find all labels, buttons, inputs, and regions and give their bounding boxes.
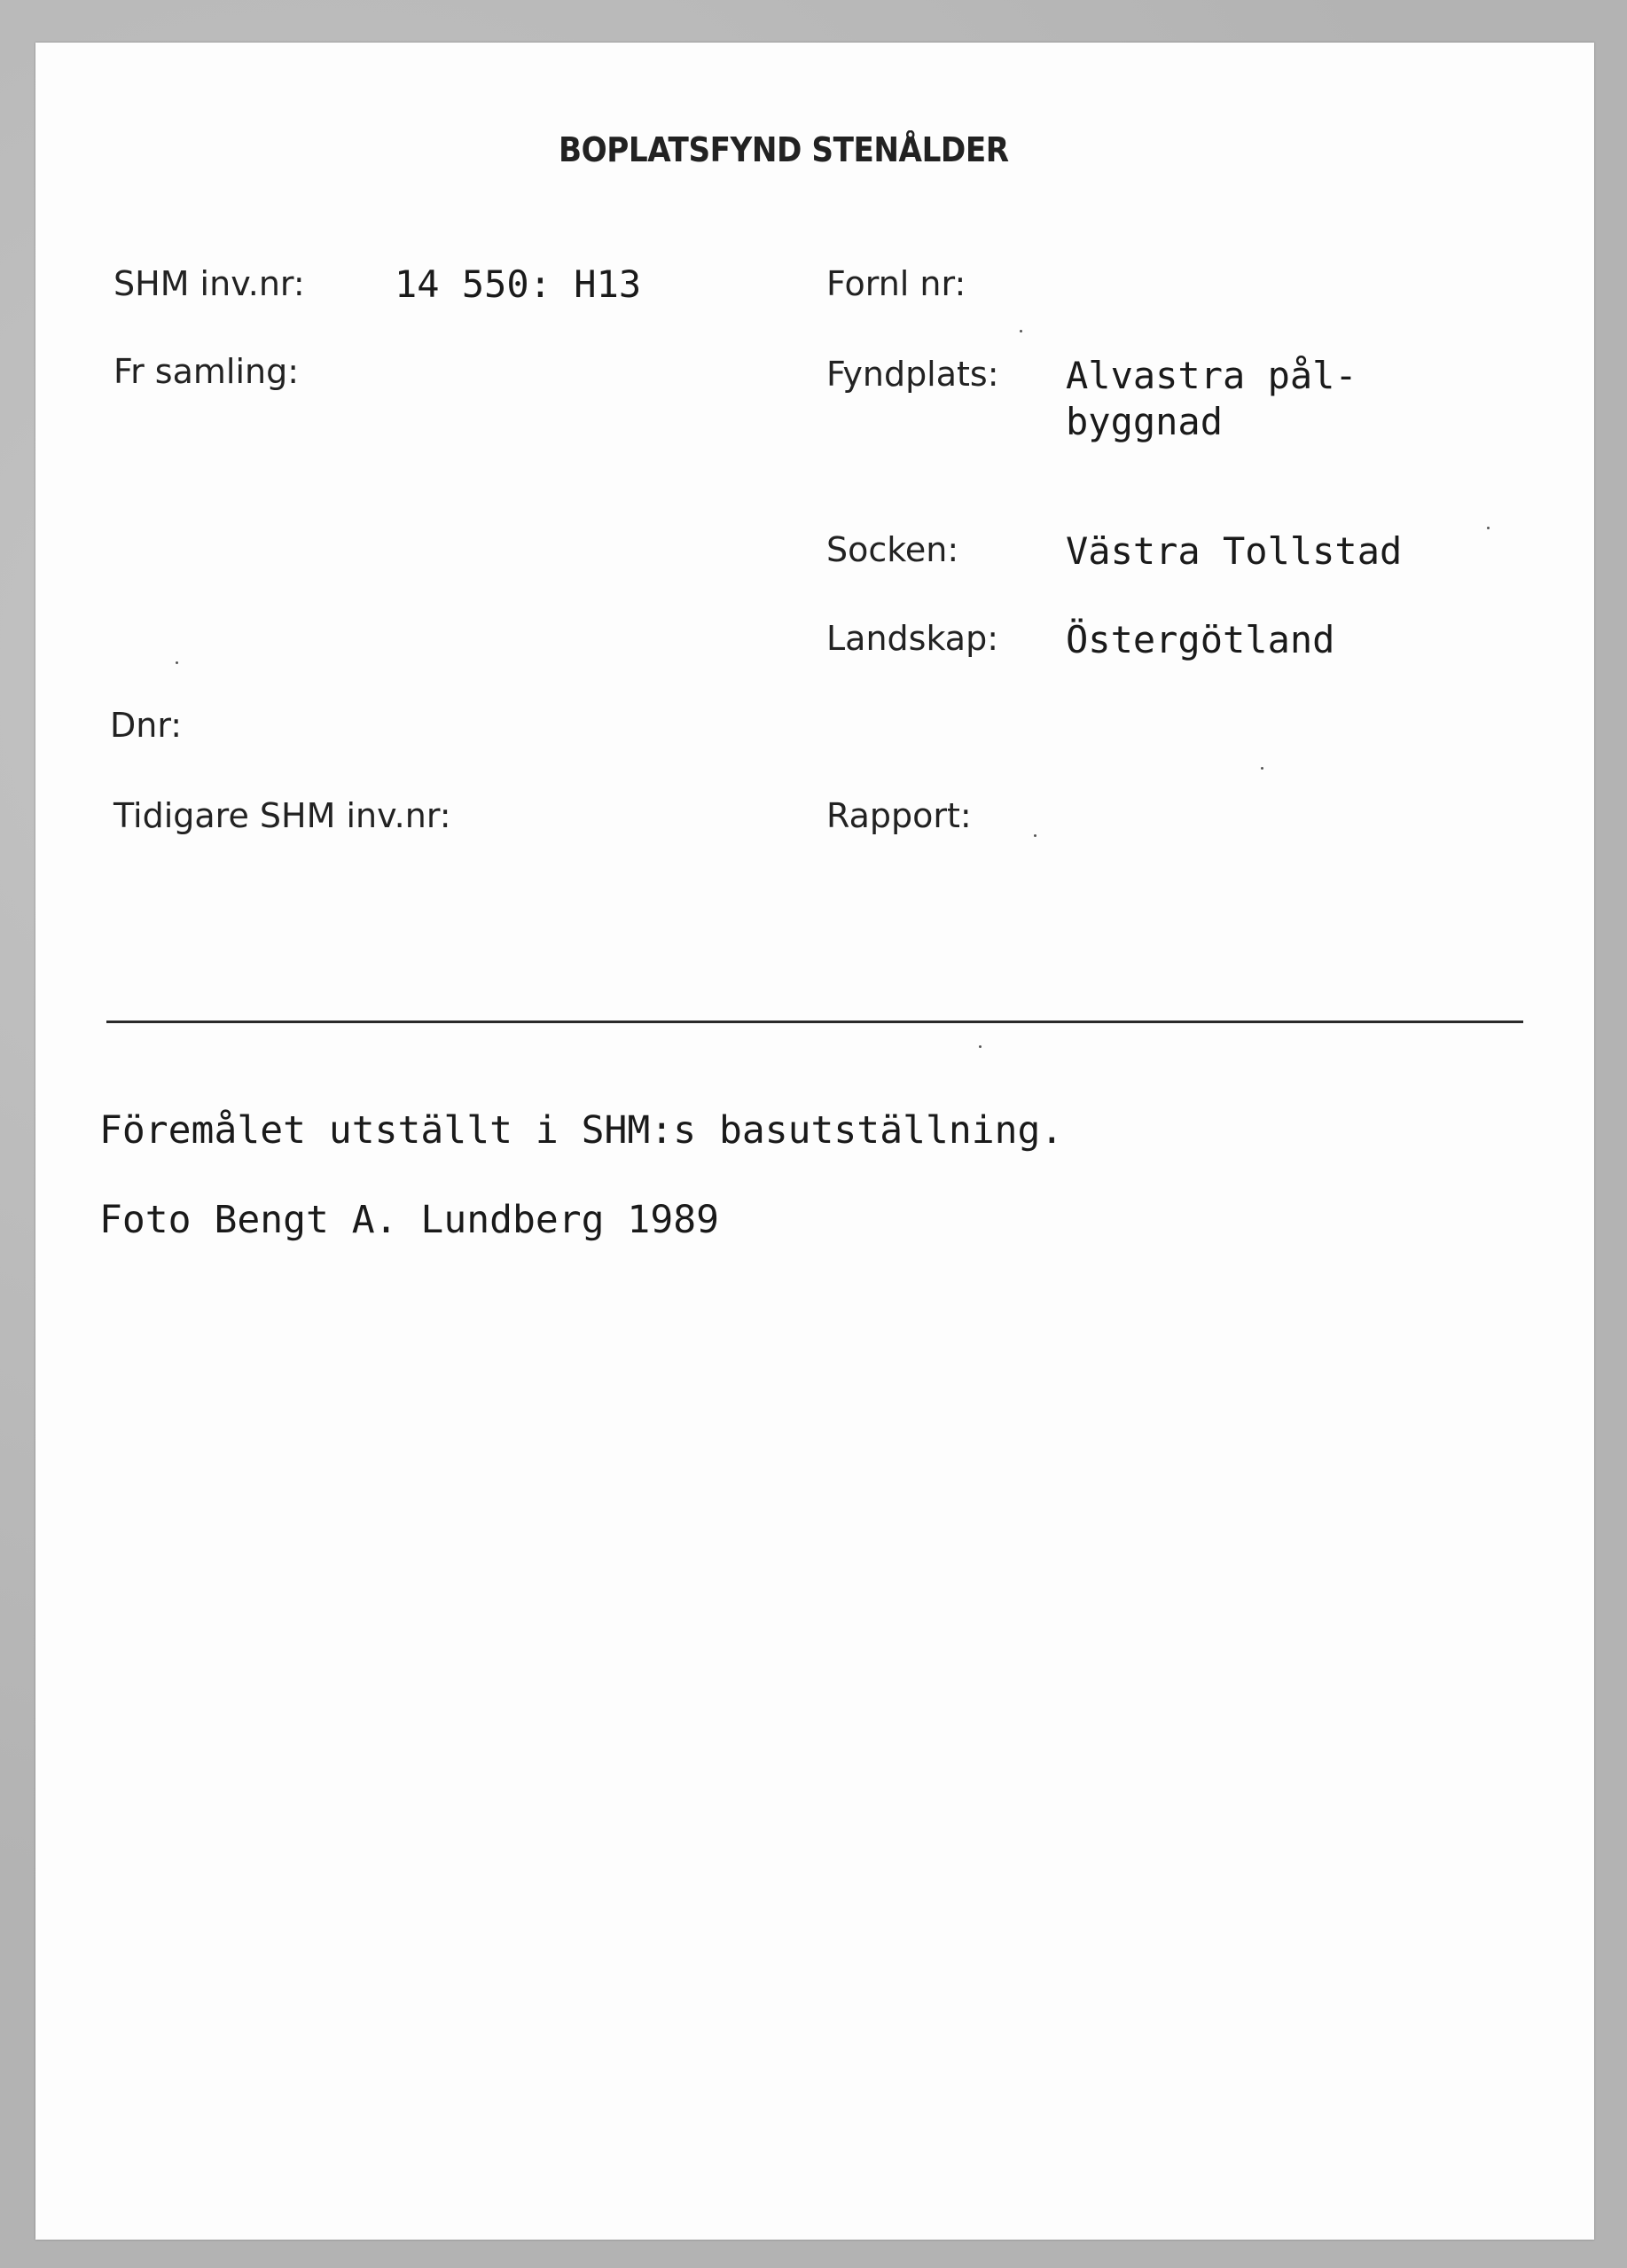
note-photo-credit: Foto Bengt A. Lundberg 1989 bbox=[99, 1198, 719, 1242]
shm-inv-nr-value: 14 550: H13 bbox=[395, 262, 642, 306]
dnr-label: Dnr: bbox=[110, 706, 183, 745]
fr-samling-label: Fr samling: bbox=[113, 352, 300, 391]
catalog-card bbox=[35, 43, 1594, 2240]
tidigare-shm-inv-nr-label: Tidigare SHM inv.nr: bbox=[113, 796, 451, 835]
socken-value: Västra Tollstad bbox=[1066, 529, 1403, 573]
card-title: BOPLATSFYND STENÅLDER bbox=[559, 130, 1009, 169]
rapport-label: Rapport: bbox=[826, 796, 972, 835]
fyndplats-value-line1: Alvastra pål- bbox=[1066, 354, 1357, 397]
socken-label: Socken: bbox=[826, 530, 959, 569]
shm-inv-nr-label: SHM inv.nr: bbox=[113, 264, 305, 303]
landskap-label: Landskap: bbox=[826, 619, 999, 658]
fornl-nr-label: Fornl nr: bbox=[826, 264, 966, 303]
fyndplats-label: Fyndplats: bbox=[826, 355, 999, 394]
horizontal-divider bbox=[106, 1021, 1523, 1023]
landskap-value: Östergötland bbox=[1066, 618, 1335, 661]
fyndplats-value-line2: byggnad bbox=[1066, 400, 1224, 443]
note-exhibition: Föremålet utställt i SHM:s basutställning. bbox=[99, 1108, 1064, 1153]
